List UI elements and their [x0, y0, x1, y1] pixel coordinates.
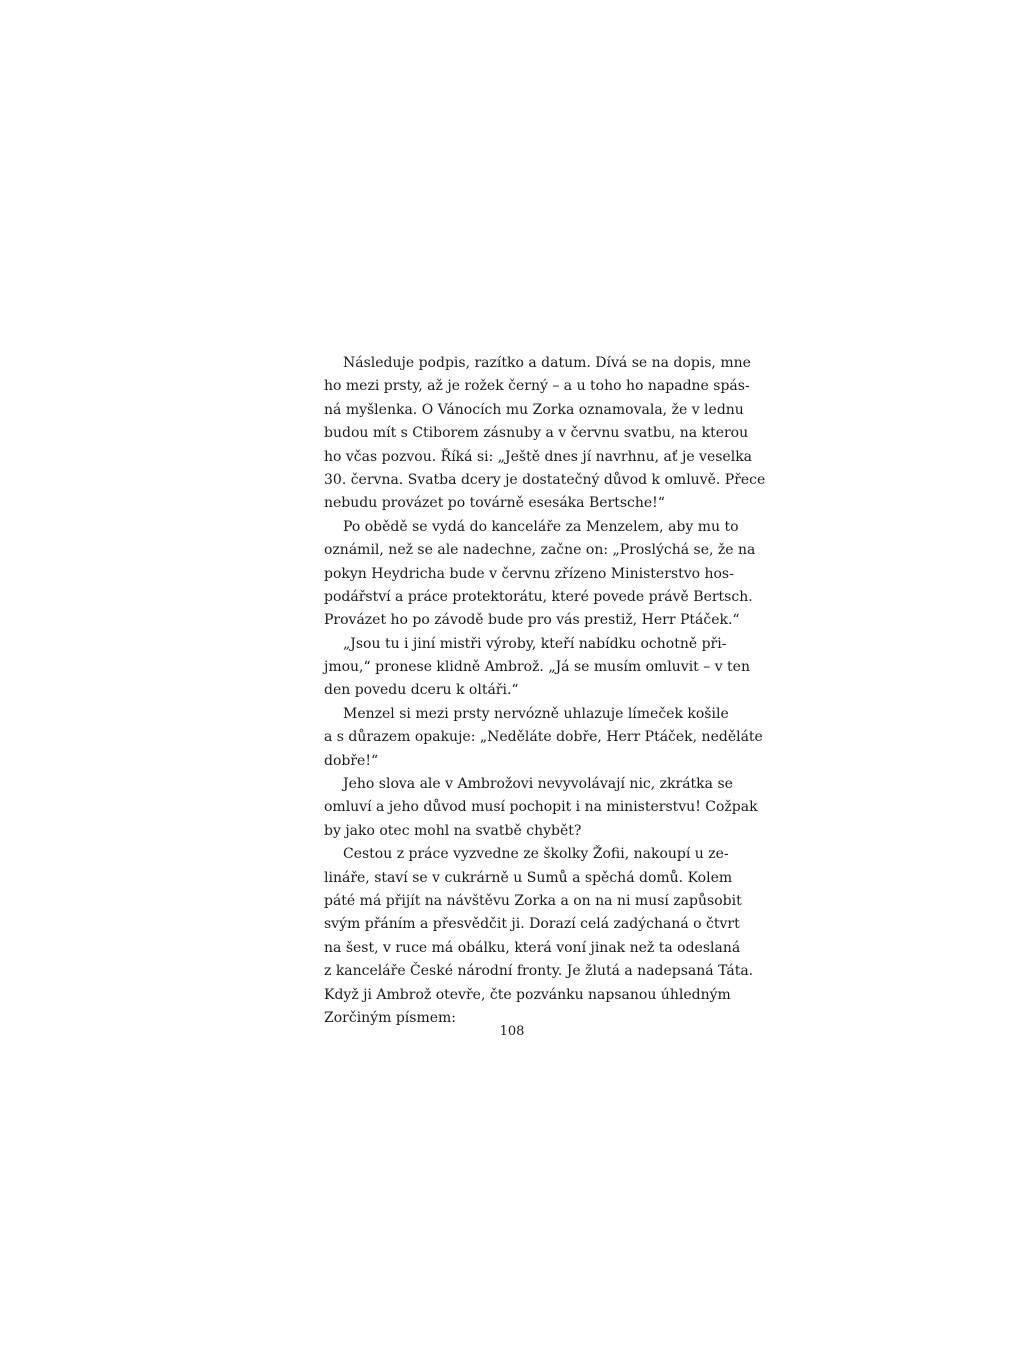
text-line: ho včas pozvou. Říká si: „Ještě dnes jí navrhnu, ať je veselka [324, 448, 753, 465]
text-line: Zorčiným písmem: [324, 1009, 456, 1026]
text-line: ná myšlenka. O Vánocích mu Zorka oznamovala, že v lednu [324, 401, 744, 418]
text-line: budou mít s Ctiborem zásnuby a v červnu svatbu, na kterou [324, 425, 749, 442]
text-line: lináře, staví se v cukrárně u Sumů a spěchá domů. Kolem [324, 869, 733, 886]
text-line: a s důrazem opakuje: „Neděláte dobře, Herr Ptáček, neděláte [324, 729, 763, 746]
text-line: dobře!“ [324, 752, 379, 769]
text-line: Provázet ho po závodě bude pro vás prestiž, Herr Ptáček.“ [324, 612, 740, 629]
text-line: Když ji Ambrož otevře, čte pozvánku napsanou úhledným [324, 986, 731, 1003]
text-line: nebudu provázet po továrně esesáka Bertsche!“ [324, 495, 665, 512]
text-line: „Jsou tu i jiní mistři výroby, kteří nabídku ochotně při- [343, 635, 727, 652]
body-text [324, 352, 766, 1030]
text-line: pokyn Heydricha bude v červnu zřízeno Ministerstvo hos- [324, 565, 734, 582]
text-line: oznámil, než se ale nadechne, začne on: „Proslýchá se, že na [324, 542, 756, 559]
text-line: z kanceláře České národní fronty. Je žlutá a nadepsaná Táta. [324, 963, 754, 980]
text-line: na šest, v ruce má obálku, která voní jinak než ta odeslaná [324, 939, 741, 956]
text-line: Cestou z práce vyzvedne ze školky Žofii, nakoupí u ze- [343, 846, 729, 863]
text-line: Následuje podpis, razítko a datum. Dívá se na dopis, mne [343, 355, 751, 371]
text-line: Menzel si mezi prsty nervózně uhlazuje límeček košile [343, 705, 729, 722]
text-line: Jeho slova ale v Ambrožovi nevyvolávají nic, zkrátka se [343, 776, 733, 793]
text-line: svým přáním a přesvědčit ji. Dorazí celá zadýchaná o čtvrt [324, 916, 740, 933]
text-line: ho mezi prsty, až je rožek černý – a u toho ho napadne spás- [324, 378, 750, 395]
text-line: podářství a práce protektorátu, které povede právě Bertsch. [324, 588, 753, 605]
text-line: Po obědě se vydá do kanceláře za Menzelem, aby mu to [343, 518, 739, 535]
text-line: jmou,“ pronese klidně Ambrož. „Já se musím omluvit – v ten [324, 659, 750, 676]
text-line: omluví a jeho důvod musí pochopit i na ministerstvu! Cožpak [324, 799, 758, 816]
text-line: den povedu dceru k oltáři.“ [324, 682, 519, 699]
page-number: 108 [499, 1024, 525, 1039]
text-line: by jako otec mohl na svatbě chybět? [324, 822, 582, 839]
text-line: páté má přijít na návštěvu Zorka a on na ni musí zapůsobit [324, 892, 742, 909]
text-line: 30. června. Svatba dcery je dostatečný důvod k omluvě. Přece [324, 471, 766, 488]
